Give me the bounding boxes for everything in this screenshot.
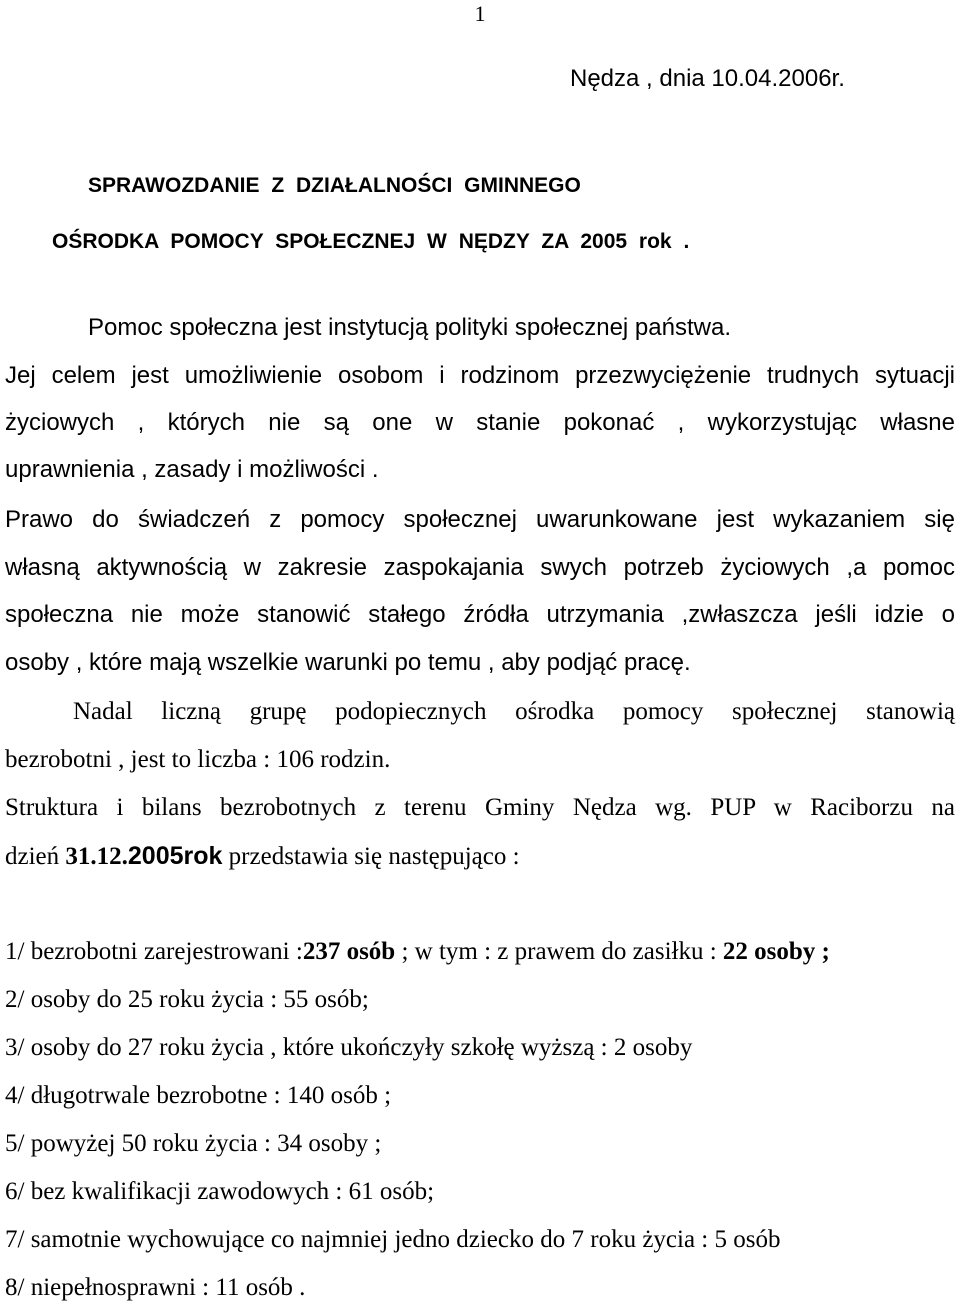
para1-line-1: Jej celem jest umożliwienie osobom i rodzinom przezwyciężenie trudnych sytuacji <box>5 362 955 389</box>
date-line: Nędza , dnia 10.04.2006r. <box>570 65 845 92</box>
list-item-6: 6/ bez kwalifikacji zawodowych : 61 osób; <box>5 1178 435 1205</box>
list-item-1-prefix: 1/ bezrobotni zarejestrowani : <box>5 938 303 965</box>
list-item-1-middle: ; w tym : z prawem do zasiłku : <box>395 938 723 965</box>
report-year: 2005rok <box>127 842 223 870</box>
para2-line-3: społeczna nie może stanowić stałego źródła utrzymania ,zwłaszcza jeśli idzie o <box>5 601 955 628</box>
para2-line-2: własną aktywnością w zakresie zaspokajania swych potrzeb życiowych ,a pomoc <box>5 554 955 581</box>
para2-line-1: Prawo do świadczeń z pomocy społecznej uwarunkowane jest wykazaniem się <box>5 506 955 533</box>
list-item-1 <box>5 937 830 967</box>
list-item-4: 4/ długotrwale bezrobotne : 140 osób ; <box>5 1082 392 1109</box>
list-item-7: 7/ samotnie wychowujące co najmniej jedno dziecko do 7 roku życia : 5 osób <box>5 1226 781 1253</box>
list-item-5: 5/ powyżej 50 roku życia : 34 osoby ; <box>5 1130 382 1157</box>
report-title-line-1: SPRAWOZDANIE Z DZIAŁALNOŚCI GMINNEGO <box>88 174 581 197</box>
report-date: 31.12. <box>65 843 128 870</box>
para4-prefix: dzień <box>5 843 66 870</box>
para2-line-4: osoby , które mają wszelkie warunki po temu , aby podjąć pracę. <box>5 649 691 676</box>
report-title-line-2: OŚRODKA POMOCY SPOŁECZNEJ W NĘDZY ZA 2005 rok . <box>52 230 690 253</box>
list-item-1-count2: 22 osoby ; <box>722 938 830 965</box>
para3-line-2: bezrobotni , jest to liczba : 106 rodzin. <box>5 746 391 773</box>
para1-line-3: uprawnienia , zasady i możliwości . <box>5 456 379 483</box>
list-item-1-count: 237 osób <box>302 938 396 965</box>
intro-sentence: Pomoc społeczna jest instytucją polityki społecznej państwa. <box>88 314 731 341</box>
para4-line-2 <box>5 841 520 872</box>
page-number: 1 <box>474 1 486 26</box>
para1-line-2: życiowych , których nie są one w stanie pokonać , wykorzystując własne <box>5 409 955 436</box>
list-item-2: 2/ osoby do 25 roku życia : 55 osób; <box>5 986 369 1013</box>
list-item-8: 8/ niepełnosprawni : 11 osób . <box>5 1274 306 1301</box>
para4-suffix: przedstawia się następująco : <box>222 843 520 870</box>
para4-line-1: Struktura i bilans bezrobotnych z terenu Gminy Nędza wg. PUP w Raciborzu na <box>5 794 955 821</box>
list-item-3: 3/ osoby do 27 roku życia , które ukończyły szkołę wyższą : 2 osoby <box>5 1034 693 1061</box>
para3-line-1: Nadal liczną grupę podopiecznych ośrodka pomocy społecznej stanowią <box>73 698 955 725</box>
